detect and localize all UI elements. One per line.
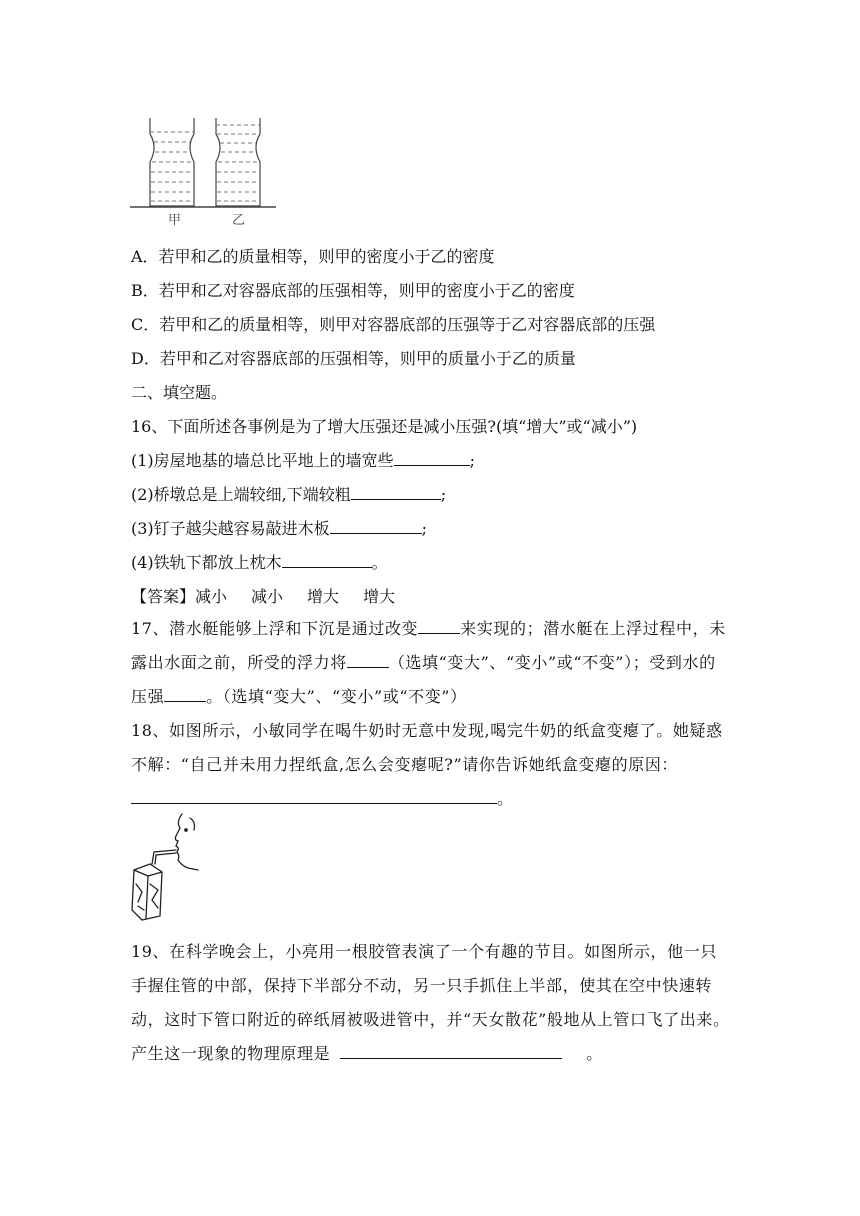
option-d: D．若甲和乙对容器底部的压强相等，则甲的质量小于乙的质量 bbox=[131, 349, 576, 368]
answer-blank bbox=[164, 687, 206, 702]
answer-blank bbox=[351, 485, 441, 500]
q16-item-1: (1)房屋地基的墙总比平地上的墙宽些 ; bbox=[131, 451, 476, 470]
answer-blank bbox=[340, 1044, 562, 1059]
label-jia: 甲 bbox=[168, 213, 182, 228]
answer-blank bbox=[282, 553, 372, 568]
option-a: A．若甲和乙的质量相等，则甲的密度小于乙的密度 bbox=[131, 247, 495, 266]
milk-carton-figure bbox=[128, 810, 218, 922]
q16-stem: 16、下面所述各事例是为了增大压强还是减小压强?(填“增大”或“减小”) bbox=[131, 417, 638, 436]
q16-item-4: (4)铁轨下都放上枕木 。 bbox=[131, 553, 388, 572]
section-title: 二、填空题。 bbox=[131, 383, 228, 402]
label-yi: 乙 bbox=[232, 213, 246, 228]
answer-blank bbox=[418, 619, 460, 634]
answer-blank bbox=[131, 789, 497, 804]
answer-blank bbox=[347, 653, 389, 668]
answer-blank bbox=[330, 519, 422, 534]
option-c: C．若甲和乙的质量相等，则甲对容器底部的压强等于乙对容器底部的压强 bbox=[131, 315, 656, 334]
q18-text: 18、如图所示，小敏同学在喝牛奶时无意中发现,喝完牛奶的纸盒变瘪了。她疑惑不解：“自己并未用力捏纸盒,怎么会变瘪呢?”请你告诉她纸盒变瘪的原因： 。 bbox=[131, 721, 723, 808]
q16-item-3: (3)钉子越尖越容易敲进木板 ; bbox=[131, 519, 428, 538]
q17-text: 17、潜水艇能够上浮和下沉是通过改变 来实现的；潜水艇在上浮过程中，未露出水面之前，所受的浮力将 （选填“变大”、“变小”或“不变”）；受到水的压强 。（选填“变大”、“变小”或“不变”） bbox=[131, 619, 726, 706]
option-b: B．若甲和乙对容器底部的压强相等，则甲的密度小于乙的密度 bbox=[131, 281, 575, 300]
q16-answer: 【答案】减小 减小 增大 增大 bbox=[131, 587, 396, 606]
answer-blank bbox=[394, 451, 470, 466]
q19-text: 19、在科学晚会上，小亮用一根胶管表演了一个有趣的节目。如图所示，他一只手握住管的中部，保持下半部分不动，另一只手抓住上半部，使其在空中快速转动，这时下管口附近的碎纸屑被吸进管中，并“天女散花”般地从上管口飞了出来。产生这一现象的物理原理是 。 bbox=[131, 942, 730, 1063]
q16-item-2: (2)桥墩总是上端较细,下端较粗 ; bbox=[131, 485, 447, 504]
answer-label: 【答案】 bbox=[131, 587, 196, 606]
containers-figure bbox=[128, 112, 278, 232]
